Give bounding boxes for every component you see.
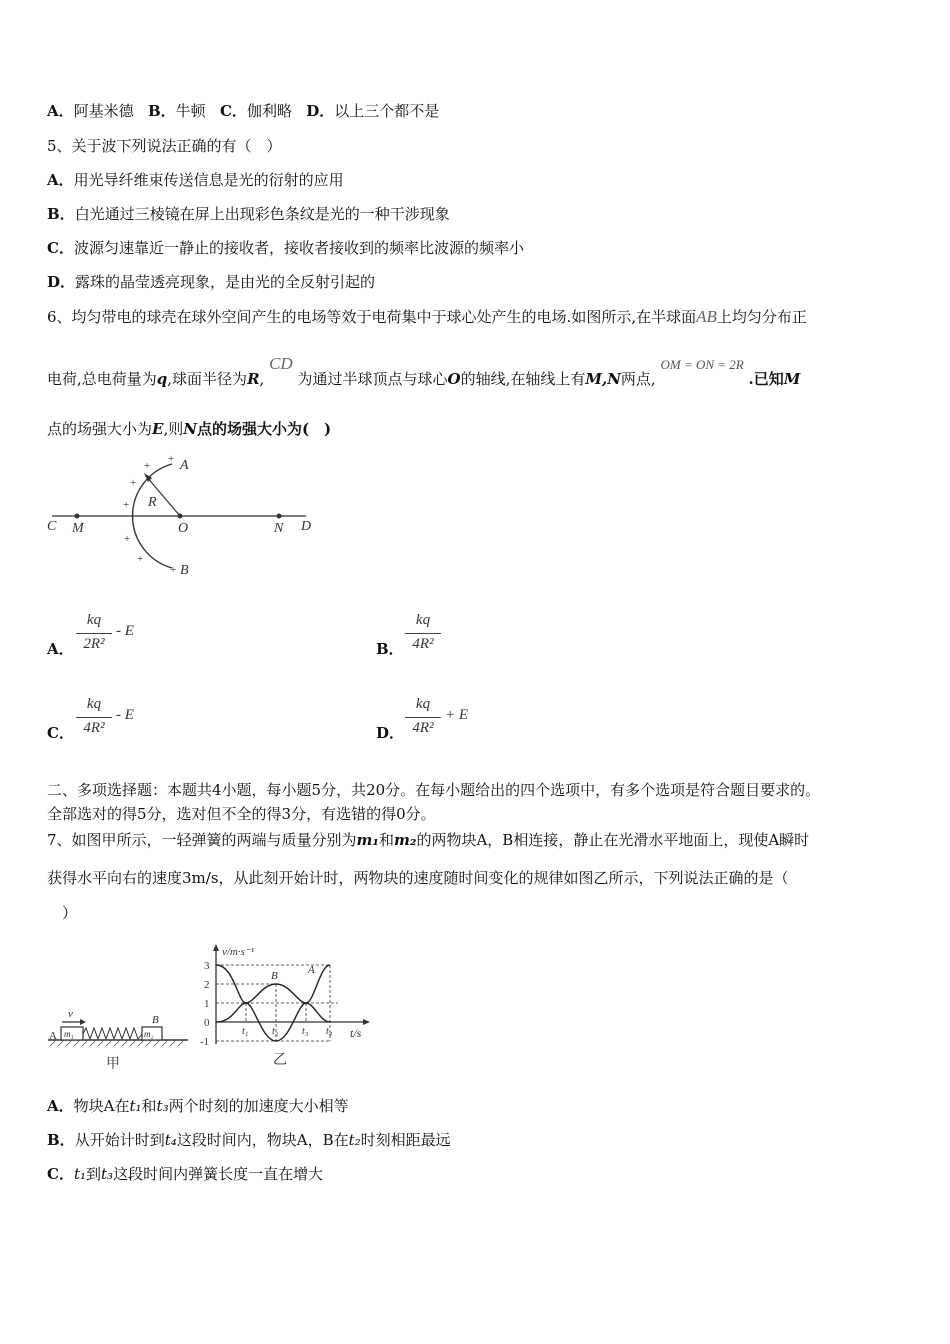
q6-line2-e: 的轴线,在轴线上有 xyxy=(460,370,586,388)
q6-stem-line2 xyxy=(47,354,800,394)
spring xyxy=(83,1028,142,1039)
q6-line3-a: 点的场强大小为 xyxy=(47,420,153,438)
q7-stem-line2: 获得水平向右的速度3m/s，从此刻开始计时，两物块的速度随时间变化的规律如图乙所示，下列说法正确的是（ xyxy=(47,869,789,887)
x-label: t/s xyxy=(350,1026,362,1040)
q6-line2-c: , xyxy=(259,370,265,388)
q6-line2-a: 电荷,总电荷量为 xyxy=(47,370,157,388)
q6-option-b-numerator: kq xyxy=(415,612,431,628)
q6-option-c-tail: - E xyxy=(116,707,134,723)
q6-line2-b: ,球面半径为 xyxy=(167,370,248,388)
section2-heading-line2: 全部选对的得5分，选对但不全的得3分，有选错的得0分。 xyxy=(47,805,436,823)
q7-option-b-part1: 从开始计时到 xyxy=(74,1131,165,1149)
q6-line1-text: 6、均匀带电的球壳在球外空间产生的电场等效于电荷集中于球心处产生的电场.如图所示,在半球面 xyxy=(47,308,697,326)
plus-1: + xyxy=(144,460,151,472)
q6-option-d-bar xyxy=(405,717,441,718)
point-n xyxy=(277,514,282,519)
q4-option-b-text: 牛顿 xyxy=(175,102,206,120)
tick-1: 1 xyxy=(204,998,210,1010)
q7-option-c-part1: 到 xyxy=(86,1165,102,1183)
q6-option-b-bar xyxy=(405,633,441,634)
plus-7: + xyxy=(170,564,177,576)
tick-t2: t₂ xyxy=(272,1026,279,1037)
q6-line2-f: 两点, xyxy=(620,370,656,388)
tick-t1: t₁ xyxy=(242,1026,249,1037)
q7-option-b-part2: 这段时间内，物块A，B在 xyxy=(176,1131,349,1149)
q6-option-a-numerator: kq xyxy=(86,612,102,628)
q5-option-c-text: 波源匀速靠近一静止的接收者，接收者接收到的频率比波源的频率小 xyxy=(73,239,524,257)
q7-option-b xyxy=(47,1130,451,1150)
q4-options-row xyxy=(47,101,439,121)
q6-line2-g: .已知 xyxy=(748,370,784,388)
tick-neg1: -1 xyxy=(200,1036,210,1048)
q6-option-d-label: D． xyxy=(376,724,405,742)
q5-option-d-text: 露珠的晶莹透亮现象，是由光的全反射引起的 xyxy=(75,273,376,291)
q7-option-b-t2: t₂ xyxy=(348,1131,361,1149)
label-d: D xyxy=(301,519,312,534)
q6-option-d-denominator: 4R² xyxy=(412,720,434,736)
q6-hemisphere-figure xyxy=(44,452,324,582)
q6-line1-tail: 上均匀分布正 xyxy=(716,308,807,326)
q6-option-a-tail: - E xyxy=(116,623,134,639)
q6-option-b-label: B． xyxy=(376,640,404,658)
x-axis-arrowhead xyxy=(363,1019,370,1025)
q7-option-a xyxy=(47,1096,349,1116)
q4-option-d-label: D． xyxy=(306,102,335,120)
label-n: N xyxy=(274,521,284,536)
q5-option-d xyxy=(47,272,375,292)
q7-stem-line1 xyxy=(47,830,809,850)
q6-option-c-bar xyxy=(76,717,112,718)
q4-option-c-label: C． xyxy=(219,102,247,120)
q6-om-math: OM = ON = 2R xyxy=(660,357,744,372)
q7-option-a-part2: 和 xyxy=(141,1097,157,1115)
tick-2: 2 xyxy=(204,979,210,991)
q7-option-b-part3: 时刻相距最远 xyxy=(360,1131,451,1149)
q7-line1-c: 的两物块A，B相连接，静止在光滑水平地面上，现使A瞬时 xyxy=(416,831,810,849)
label-b: B xyxy=(180,563,189,578)
q5-option-a-label: A． xyxy=(47,171,74,189)
q7-m1-var: m₁ xyxy=(356,831,379,849)
y-label: v/m·s⁻¹ xyxy=(222,946,255,958)
q7-line1-b: 和 xyxy=(379,831,395,849)
q6-mn-var: M,N xyxy=(585,370,621,388)
q6-option-c-label: C． xyxy=(47,724,74,742)
q6-ab-math: AB xyxy=(696,307,717,326)
tick-t4: t₄ xyxy=(326,1026,333,1037)
q7-figure-yi xyxy=(198,940,388,1070)
q5-option-b xyxy=(47,204,450,224)
q5-option-a xyxy=(47,170,344,190)
q6-option-b-denominator: 4R² xyxy=(412,636,434,652)
ground-hatch xyxy=(50,1040,184,1046)
q6-cd-math: CD xyxy=(269,354,293,373)
q7-option-c-t1: t₁ xyxy=(73,1165,86,1183)
tick-t3: t₃ xyxy=(302,1026,309,1037)
q7-option-a-label: A． xyxy=(47,1097,74,1115)
q7-option-c xyxy=(47,1164,323,1184)
plus-4: + xyxy=(123,499,130,511)
caption-yi: 乙 xyxy=(273,1053,287,1068)
q7-option-c-t3: t₃ xyxy=(101,1165,114,1183)
q6-line3-b: ,则 xyxy=(163,420,184,438)
label-b: B xyxy=(152,1014,159,1026)
q7-option-b-label: B． xyxy=(47,1131,75,1149)
caption-jia: 甲 xyxy=(106,1057,120,1072)
plus-2: + xyxy=(168,453,175,465)
plus-3: + xyxy=(130,477,137,489)
label-v: v xyxy=(68,1008,73,1020)
label-m2: m₂ xyxy=(144,1029,154,1039)
tick-0: 0 xyxy=(204,1017,210,1029)
label-o: O xyxy=(178,521,189,536)
curve-label-a: A xyxy=(308,964,315,976)
q5-option-c xyxy=(47,238,524,258)
q5-option-d-label: D． xyxy=(47,273,76,291)
q6-stem-line3 xyxy=(47,419,331,439)
q6-stem-line1 xyxy=(47,307,807,327)
label-m1: m₁ xyxy=(64,1029,74,1039)
label-a: A xyxy=(180,458,189,473)
q5-option-b-label: B． xyxy=(47,205,75,223)
q7-option-a-t1: t₁ xyxy=(129,1097,142,1115)
label-a: A xyxy=(49,1030,57,1042)
curve-label-b: B xyxy=(271,970,278,982)
label-r: R xyxy=(148,495,157,510)
q6-option-a-denominator: 2R² xyxy=(83,636,105,652)
q7-stem-line3: ） xyxy=(62,904,78,922)
q7-option-c-label: C． xyxy=(47,1165,74,1183)
point-o xyxy=(178,514,183,519)
label-c: C xyxy=(47,519,57,534)
q6-q-var: q xyxy=(156,370,168,388)
q6-m-var: M xyxy=(783,370,801,388)
label-m: M xyxy=(72,521,84,536)
q7-option-c-part2: 这段时间内弹簧长度一直在增大 xyxy=(113,1165,324,1183)
q6-line2-d: 为通过半球顶点与球心 xyxy=(297,370,448,388)
q4-option-a-text: 阿基米德 xyxy=(73,102,134,120)
q7-figure-jia xyxy=(44,1000,194,1075)
q6-r-var: R xyxy=(247,370,260,388)
q6-option-c-numerator: kq xyxy=(86,696,102,712)
point-m xyxy=(75,514,80,519)
q6-e-var: E xyxy=(152,420,164,438)
q6-option-a-label: A． xyxy=(47,640,74,658)
q6-option-c-denominator: 4R² xyxy=(83,720,105,736)
q6-line3-c: 点的场强大小为( ) xyxy=(196,420,332,438)
section2-heading-line1: 二、多项选择题：本题共4小题，每小题5分，共20分。在每小题给出的四个选项中，有多个选项是符合题目要求的。 xyxy=(47,781,821,799)
q4-option-a-label: A． xyxy=(47,102,74,120)
tick-3: 3 xyxy=(204,960,210,972)
q6-n-var: N xyxy=(183,420,197,438)
q5-stem: 5、关于波下列说法正确的有（ ） xyxy=(47,137,282,155)
q4-option-d-text: 以上三个都不是 xyxy=(334,102,440,120)
plus-5: + xyxy=(124,533,131,545)
q5-option-b-text: 白光通过三棱镜在屏上出现彩色条纹是光的一种干涉现象 xyxy=(74,205,450,223)
q4-option-c-text: 伽利略 xyxy=(246,102,292,120)
q6-o-var: O xyxy=(447,370,461,388)
q5-option-c-label: C． xyxy=(47,239,74,257)
q6-option-d-tail: + E xyxy=(445,707,469,723)
velocity-arrowhead xyxy=(80,1019,86,1025)
q5-option-a-text: 用光导纤维束传送信息是光的衍射的应用 xyxy=(73,171,344,189)
q7-m2-var: m₂ xyxy=(394,831,417,849)
q6-option-d-numerator: kq xyxy=(415,696,431,712)
q7-option-b-t4: t₄ xyxy=(164,1131,177,1149)
q7-option-a-part1: 物块A在 xyxy=(73,1097,130,1115)
q6-option-a-bar xyxy=(76,633,112,634)
y-axis-arrowhead xyxy=(213,944,219,951)
q7-option-a-t3: t₃ xyxy=(156,1097,169,1115)
q7-option-a-part3: 两个时刻的加速度大小相等 xyxy=(168,1097,349,1115)
plus-6: + xyxy=(137,553,144,565)
q7-line1-a: 7、如图甲所示，一轻弹簧的两端与质量分别为 xyxy=(47,831,357,849)
q4-option-b-label: B． xyxy=(147,102,176,120)
